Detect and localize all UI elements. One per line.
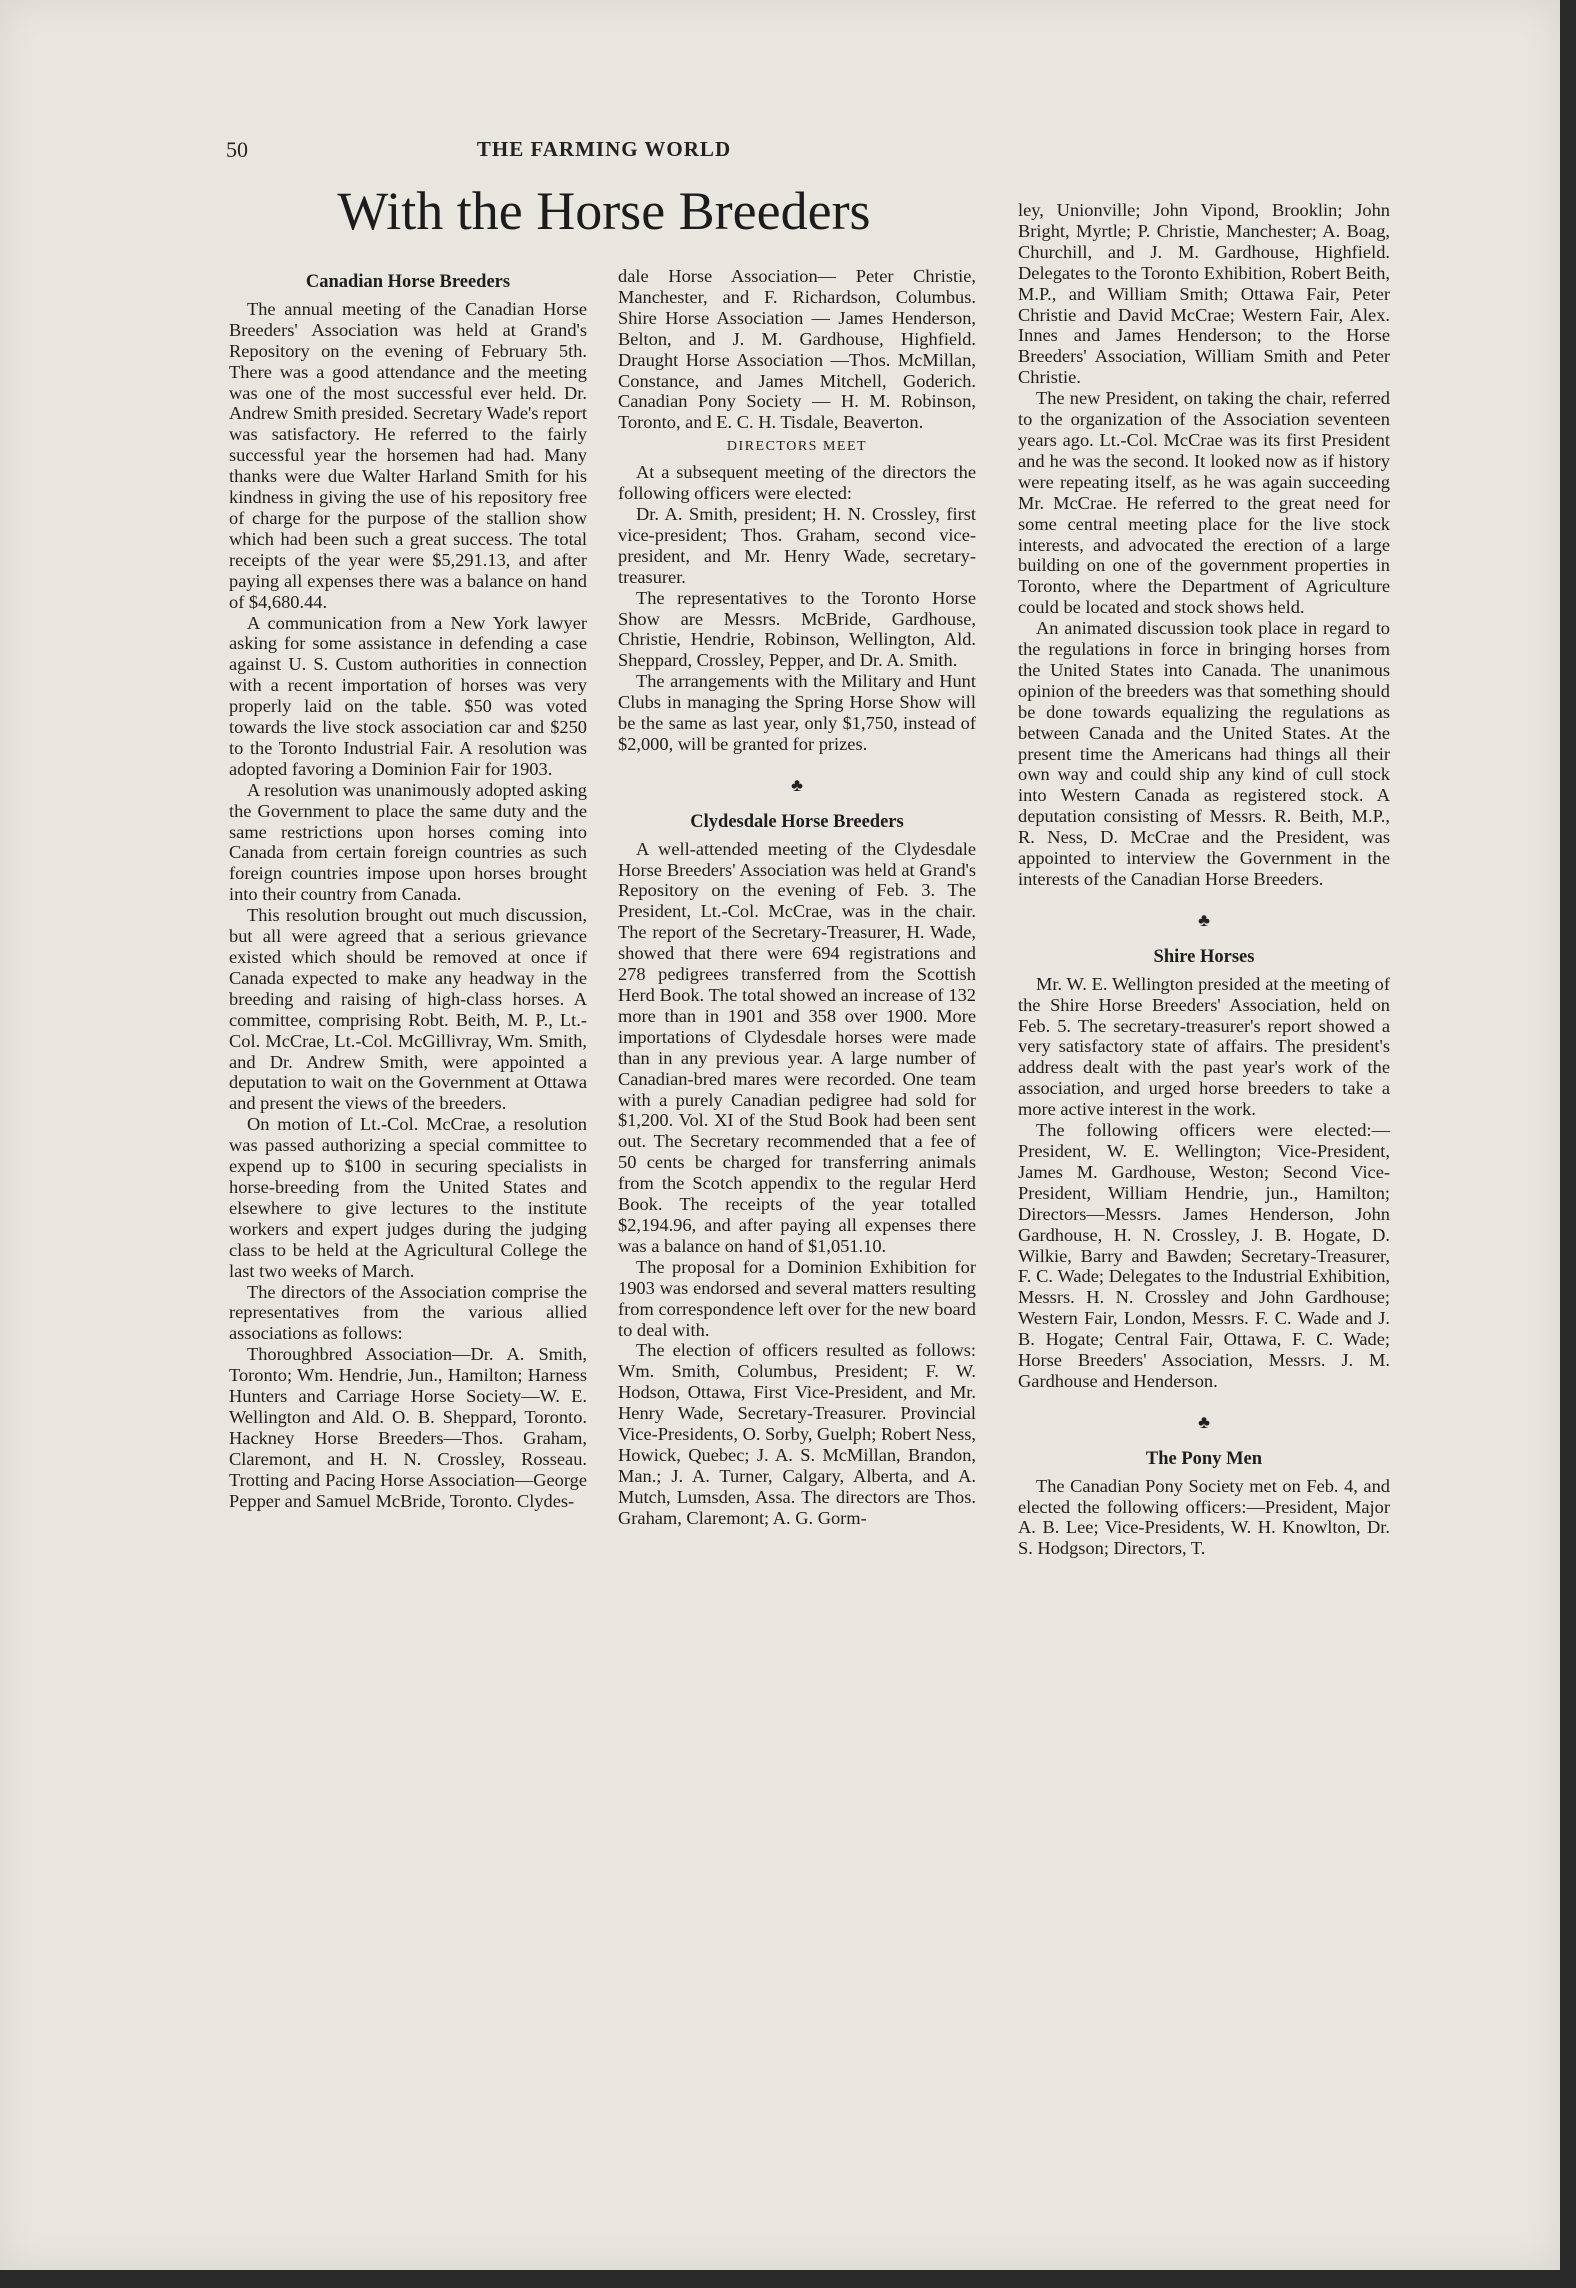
section-heading-canadian-horse-breeders: Canadian Horse Breeders	[305, 272, 511, 292]
paragraph: The new President, on taking the chair, referred to the organization of the Association seventeen years ago. Lt.-Col. McCrae was its first President and he was the second. It looked now as if history were repeating itself, as he was again succeeding Mr. McCrae. He referred to the great need for some central meeting place for the live stock interests, and advocated the erection of a large building on one of the government properties in Toronto, where the Department of Agriculture could be located and stock shows held.	[1018, 388, 1390, 618]
paragraph: The proposal for a Dominion Exhibition for 1903 was endorsed and several matters resulting from correspondence left over for the new board to deal with.	[618, 1256, 976, 1340]
journal-name: THE FARMING WORLD	[476, 137, 732, 161]
paragraph: The annual meeting of the Canadian Horse Breeders' Association was held at Grand's Repository on the evening of February 5th. There was a good attendance and the meeting was one of the most successful ever held. Dr. Andrew Smith presided. Secretary Wade's report was satisfactory. He referred to the fairly successful year the horsemen had had. Many thanks were due Walter Harland Smith for his kindness in giving the use of his repository free of charge for the purpose of the stallion show which had been such a great success. The total receipts of the year were $5,291.13, and after paying all expenses there was a balance on hand of $4,680.44.	[229, 298, 587, 612]
paragraph: The Canadian Pony Society met on Feb. 4, and elected the following officers:—President, Major A. B. Lee; Vice-Presidents, W. H. Knowlton, Dr. S. Hodgson; Directors, T.	[1018, 1475, 1390, 1559]
paragraph: The election of officers resulted as follows: Wm. Smith, Columbus, President; F. W. Hodson, Ottawa, First Vice-President, and Mr. Henry Wade, Secretary-Treasurer. Provincial Vice-Presidents, O. Sorby, Guelph; Robert Ness, Howick, Quebec; J. A. S. McMillan, Brandon, Man.; J. A. Turner, Calgary, Alberta, and A. Mutch, Lumsden, Assa. The directors are Thos. Graham, Claremont; A. G. Gorm-	[618, 1340, 976, 1528]
ornament-icon: ♣	[1198, 1411, 1210, 1432]
paragraph: At a subsequent meeting of the directors the following officers were elected:	[618, 462, 976, 504]
paragraph: Mr. W. E. Wellington presided at the meeting of the Shire Horse Breeders' Association, held on Feb. 5. The secretary-treasurer's report showed a very satisfactory state of affairs. The president's address dealt with the past year's work of the association, and urged horse breeders to take a more active interest in the work.	[1018, 973, 1390, 1120]
column-1	[229, 266, 587, 1511]
page-number: 50	[226, 137, 248, 162]
paragraph: This resolution brought out much discussion, but all were agreed that a serious grievance existed which should be removed at once if Canada expected to make any headway in the breeding and raising of high-class horses. A committee, comprising Robt. Beith, M. P., Lt.-Col. McCrae, Lt.-Col. McGillivray, Wm. Smith, and Dr. Andrew Smith, were appointed a deputation to wait on the Government at Ottawa and present the views of the breeders.	[229, 905, 587, 1114]
paragraph: On motion of Lt.-Col. McCrae, a resolution was passed authorizing a special committee to expend up to $100 in securing specialists in horse-breeding from the United States and elsewhere to give lectures to the institute workers and expert judges during the judging class to be held at the Agricultural College the last two weeks of March.	[229, 1114, 587, 1281]
paragraph: The following officers were elected:—President, W. E. Wellington; Vice-President, James M. Gardhouse, Weston; Second Vice-President, William Hendrie, jun., Hamilton; Directors—Messrs. James Henderson, John Gardhouse, H. N. Crossley, J. B. Hogate, D. Wilkie, Barry and Bawden; Secretary-Treasurer, F. C. Wade; Delegates to the Industrial Exhibition, Messrs. H. N. Crossley and John Gardhouse; Western Fair, London, Messrs. F. C. Wade and J. B. Hogate; Central Fair, Ottawa, F. C. Wade; Horse Breeders' Association, Messrs. J. M. Gardhouse and Henderson.	[1018, 1120, 1390, 1391]
paragraph: Thoroughbred Association—Dr. A. Smith, Toronto; Wm. Hendrie, Jun., Hamilton; Harness Hunters and Carriage Horse Society—W. E. Wellington and Ald. O. B. Sheppard, Toronto. Hackney Horse Breeders—Thos. Graham, Claremont, and H. N. Crossley, Rosseau. Trotting and Pacing Horse Association—George Pepper and Samuel McBride, Toronto. Clydes-	[229, 1344, 587, 1511]
subheading-directors-meet: DIRECTORS MEET	[726, 439, 868, 455]
ornament-icon: ♣	[791, 774, 803, 795]
ornament-icon: ♣	[1198, 909, 1210, 930]
paragraph: The representatives to the Toronto Horse Show are Messrs. McBride, Gardhouse, Christie, Hendrie, Robinson, Wellington, Ald. Sheppard, Crossley, Pepper, and Dr. A. Smith.	[618, 587, 976, 671]
running-head	[226, 137, 982, 167]
paragraph: dale Horse Association— Peter Christie, Manchester, and F. Richardson, Columbus. Shire Horse Association — James Henderson, Belton, and J. M. Gardhouse, Highfield. Draught Horse Association —Thos. McMillan, Constance, and James Mitchell, Goderich. Canadian Pony Society — H. M. Robinson, Toronto, and E. C. H. Tisdale, Beaverton.	[618, 266, 976, 433]
article-title: With the Horse Breeders	[337, 181, 871, 241]
paragraph: The directors of the Association comprise the representatives from the various allied associations as follows:	[229, 1281, 587, 1344]
paragraph: A communication from a New York lawyer asking for some assistance in defending a case against U. S. Custom authorities in connection with a recent importation of horses was very properly laid on the table. $50 was voted towards the live stock association car and $250 to the Toronto Industrial Fair. A resolution was adopted favoring a Dominion Fair for 1903.	[229, 612, 587, 779]
section-heading-pony-men: The Pony Men	[1145, 1448, 1263, 1469]
column-2	[618, 266, 976, 1529]
section-heading-clydesdale: Clydesdale Horse Breeders	[690, 811, 904, 832]
paragraph: ley, Unionville; John Vipond, Brooklin; John Bright, Myrtle; P. Christie, Manchester; A. Boag, Churchill, and J. M. Gardhouse, Highfield. Delegates to the Toronto Exhibition, Robert Beith, M.P., and William Smith; Ottawa Fair, Peter Christie and David McCrae; Western Fair, Alex. Innes and James Henderson; to the Horse Breeders' Association, William Smith and Peter Christie.	[1018, 200, 1390, 388]
paragraph: A resolution was unanimously adopted asking the Government to place the same duty and the same restrictions upon horses coming into Canada from certain foreign countries as such foreign countries impose upon horses brought into their country from Canada.	[229, 779, 587, 905]
column-3	[1018, 200, 1390, 1559]
paragraph: Dr. A. Smith, president; H. N. Crossley, first vice-president; Thos. Graham, second vice-president, and Mr. Henry Wade, secretary-treasurer.	[618, 503, 976, 587]
paragraph: The arrangements with the Military and Hunt Clubs in managing the Spring Horse Show will be the same as last year, only $1,750, instead of $2,000, will be granted for prizes.	[618, 671, 976, 754]
paragraph: A well-attended meeting of the Clydesdale Horse Breeders' Association was held at Grand's Repository on the evening of Feb. 3. The President, Lt.-Col. McCrae, was in the chair. The report of the Secretary-Treasurer, H. Wade, showed that there were 694 registrations and 278 pedigrees transferred from the Scottish Herd Book. The total showed an increase of 132 more than in 1901 and 358 over 1900. More importations of Clydesdale horses were made than in any previous year. A large number of Canadian-bred mares were recorded. One team with a purely Canadian pedigree had sold for $1,200. Vol. XI of the Stud Book had been sent out. The Secretary recommended that a fee of 50 cents be charged for transferring animals from the Scotch appendix to the regular Herd Book. The receipts of the year totalled $2,194.96, and after paying all expenses there was a balance on hand of $1,051.10.	[618, 838, 976, 1256]
paragraph: An animated discussion took place in regard to the regulations in force in bringing horses from the United States into Canada. The unanimous opinion of the breeders was that something should be done towards equalizing the regulations as between Canada and the United States. At the present time the Americans had things all their own way and could ship any kind of cull stock into Western Canada as registered stock. A deputation consisting of Messrs. R. Beith, M.P., R. Ness, D. McCrae and the President, was appointed to interview the Government in the interests of the Canadian Horse Breeders.	[1018, 618, 1390, 889]
section-heading-shire-horses: Shire Horses	[1153, 946, 1255, 967]
